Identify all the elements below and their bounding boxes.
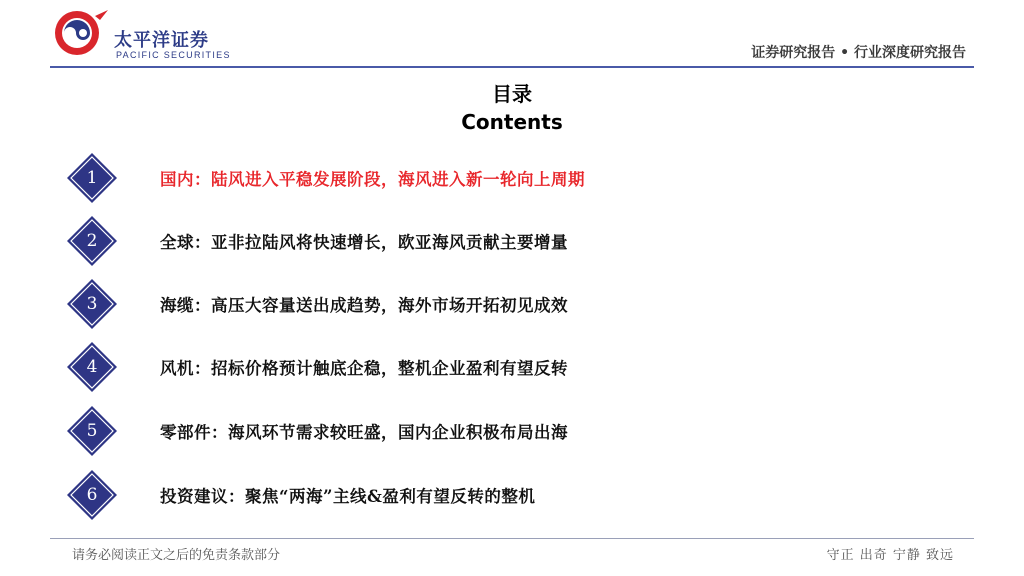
- toc-item-label: 风机：招标价格预计触底企稳，整机企业盈利有望反转: [160, 359, 568, 378]
- toc-item-6[interactable]: [66, 469, 966, 521]
- toc-number: 5: [86, 421, 98, 441]
- page-subtitle: Contents: [461, 110, 563, 134]
- toc-item-2[interactable]: [66, 215, 966, 267]
- toc-item-label: 投资建议：聚焦“两海”主线&盈利有望反转的整机: [160, 487, 536, 506]
- diamond-bullet: [66, 469, 118, 521]
- toc-item-1[interactable]: [66, 152, 966, 204]
- toc-number: 2: [86, 231, 98, 251]
- toc-number: 4: [86, 357, 98, 377]
- toc-item-label: 零部件：海风环节需求较旺盛，国内企业积极布局出海: [160, 423, 568, 442]
- toc-item-label: 全球：亚非拉陆风将快速增长，欧亚海风贡献主要增量: [160, 233, 568, 252]
- page-title: 目录: [492, 82, 532, 106]
- diamond-bullet: [66, 341, 118, 393]
- diamond-bullet: [66, 405, 118, 457]
- toc-number: 3: [86, 294, 98, 314]
- diamond-bullet: [66, 215, 118, 267]
- diamond-bullet: [66, 152, 118, 204]
- diamond-bullet: [66, 278, 118, 330]
- toc-item-label: 国内：陆风进入平稳发展阶段，海风进入新一轮向上周期: [160, 170, 585, 189]
- report-type-label: 证券研究报告 • 行业深度研究报告: [751, 45, 966, 61]
- logo-english-name: PACIFIC SECURITIES: [116, 50, 231, 60]
- toc-number: 1: [86, 168, 98, 188]
- toc-item-label: 海缆：高压大容量送出成趋势，海外市场开拓初见成效: [160, 296, 568, 315]
- toc-item-4[interactable]: [66, 341, 966, 393]
- logo-chinese-name: 太平洋证券: [114, 30, 209, 51]
- company-motto: 守正 出奇 宁静 致远: [826, 548, 954, 563]
- toc-number: 6: [86, 485, 98, 505]
- toc-item-5[interactable]: [66, 405, 966, 457]
- footer-divider: [50, 538, 974, 539]
- disclaimer-text: 请务必阅读正文之后的免责条款部分: [72, 548, 281, 563]
- toc-item-3[interactable]: [66, 278, 966, 330]
